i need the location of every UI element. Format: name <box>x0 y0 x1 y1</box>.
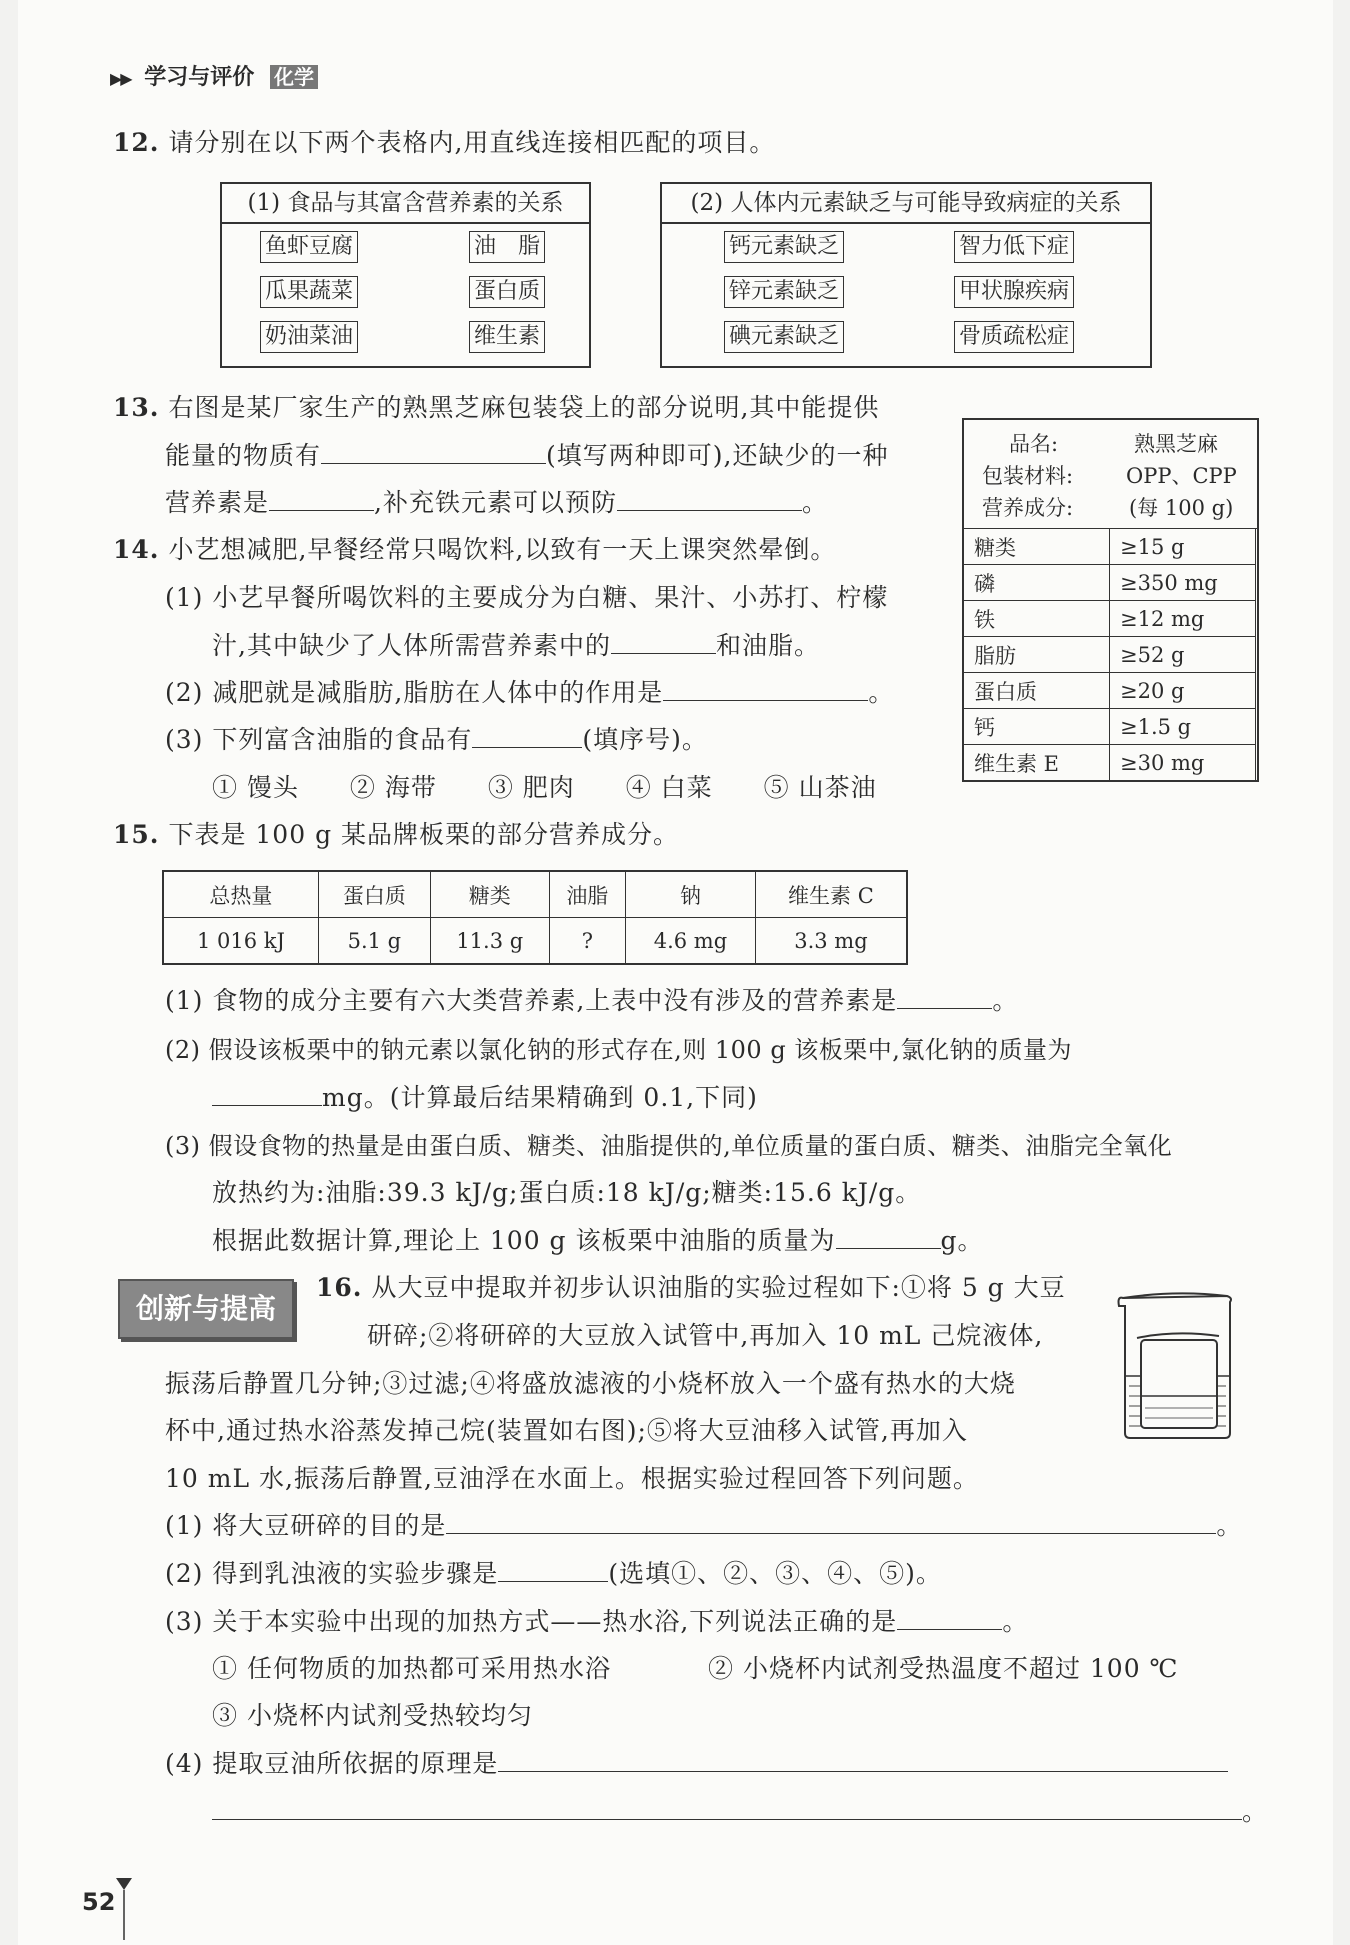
cell: ≥20 g <box>1110 673 1256 709</box>
water-bath-beaker-illustration <box>1115 1288 1240 1443</box>
q16-line2: 研碎;②将研碎的大豆放入试管中,再加入 10 mL 己烷液体, <box>367 1321 1044 1350</box>
chestnut-nutrition-table <box>162 870 908 965</box>
question-text: 下表是 100 g 某品牌板栗的部分营养成分。 <box>168 820 680 849</box>
cell: 蛋白质 <box>964 673 1110 709</box>
q14-part1-line1: (1) 小艺早餐所喝饮料的主要成分为白糖、果汁、小苏打、柠檬 <box>165 583 889 612</box>
match-item[interactable]: 智力低下症 <box>954 231 1074 263</box>
question-14 <box>113 534 836 566</box>
cell: 磷 <box>964 565 1110 601</box>
header-subject: 化学 <box>270 65 318 89</box>
match-item[interactable]: 蛋白质 <box>469 276 545 308</box>
question-number: 12. <box>113 128 160 157</box>
spec-value: OPP、CPP <box>1126 464 1237 488</box>
q16-part3 <box>165 1606 1028 1638</box>
table-row <box>964 565 1256 601</box>
match-box-title: (1) 食品与其富含营养素的关系 <box>222 184 589 224</box>
spec-nutrient-table <box>963 528 1256 781</box>
spec-value: 熟黑芝麻 <box>1134 432 1218 456</box>
answer-blank[interactable] <box>897 986 992 1009</box>
column-header: 油脂 <box>549 871 625 918</box>
text: 。 <box>868 678 895 707</box>
text: (1) 将大豆研碎的目的是 <box>165 1511 447 1540</box>
question-number: 14. <box>113 535 160 564</box>
table-row <box>163 918 907 965</box>
text: (1) 食物的成分主要有六大类营养素,上表中没有涉及的营养素是 <box>165 986 898 1015</box>
text: ,补充铁元素可以预防 <box>374 488 617 517</box>
question-15 <box>113 819 679 851</box>
cell: ≥52 g <box>1110 637 1256 673</box>
option: ② 海带 <box>349 773 437 802</box>
answer-blank[interactable] <box>617 488 802 511</box>
question-12 <box>113 127 775 159</box>
text: (选填①、②、③、④、⑤)。 <box>608 1559 942 1588</box>
answer-blank[interactable] <box>897 1607 1002 1630</box>
text: 。 <box>801 488 828 517</box>
q16-line1 <box>316 1272 1066 1304</box>
answer-blank[interactable] <box>498 1559 608 1582</box>
text: 和油脂。 <box>715 631 820 660</box>
page-marker-icon <box>112 1876 136 1942</box>
q16-option2: ② 小烧杯内试剂受热温度不超过 100 ℃ <box>708 1654 1179 1683</box>
answer-blank[interactable] <box>446 1511 1216 1534</box>
table-row <box>964 709 1256 745</box>
option: ③ 肥肉 <box>487 773 575 802</box>
q14-part1-line2 <box>212 630 820 662</box>
text: (4) 提取豆油所依据的原理是 <box>165 1749 499 1778</box>
cell: 11.3 g <box>430 918 549 965</box>
cell: 脂肪 <box>964 637 1110 673</box>
text: 。 <box>992 986 1019 1015</box>
table-row <box>964 529 1256 565</box>
answer-blank[interactable] <box>611 631 716 654</box>
text: g。 <box>940 1226 984 1255</box>
option: ⑤ 山茶油 <box>763 773 877 802</box>
q16-part2 <box>165 1558 942 1590</box>
answer-blank[interactable] <box>663 678 868 701</box>
page-number: 52 <box>82 1888 116 1916</box>
cell: 维生素 E <box>964 745 1110 781</box>
question-number: 16. <box>316 1273 363 1302</box>
option: ① 馒头 <box>212 773 299 802</box>
text: 能量的物质有 <box>165 441 322 470</box>
question-text: 右图是某厂家生产的熟黑芝麻包装袋上的部分说明,其中能提供 <box>168 393 880 422</box>
match-box-title: (2) 人体内元素缺乏与可能导致病症的关系 <box>662 184 1150 224</box>
text: 根据此数据计算,理论上 100 g 该板栗中油脂的质量为 <box>212 1226 836 1255</box>
cell: 糖类 <box>964 529 1110 565</box>
q16-line3: 振荡后静置几分钟;③过滤;④将盛放滤液的小烧杯放入一个盛有热水的大烧 <box>165 1369 1016 1398</box>
text: (填写两种即可),还缺少的一种 <box>546 441 889 470</box>
table-row <box>964 745 1256 781</box>
answer-blank[interactable] <box>212 1797 1242 1820</box>
answer-blank[interactable] <box>498 1749 1228 1772</box>
question-13-line1 <box>113 392 879 424</box>
question-text: 请分别在以下两个表格内,用直线连接相匹配的项目。 <box>168 128 776 157</box>
spec-label: 品名: <box>1009 432 1059 456</box>
text: 。 <box>1002 1607 1029 1636</box>
match-item[interactable]: 奶油菜油 <box>260 321 358 353</box>
page-header <box>110 60 318 91</box>
package-spec-table <box>962 418 1259 782</box>
spec-label: 营养成分: <box>982 496 1074 520</box>
option: ④ 白菜 <box>625 773 713 802</box>
spec-value: (每 100 g) <box>1129 496 1234 520</box>
text: mg。(计算最后结果精确到 0.1,下同) <box>322 1083 758 1112</box>
table-header-row <box>163 871 907 918</box>
question-13-line2 <box>165 440 888 472</box>
text: (3) 关于本实验中出现的加热方式——热水浴,下列说法正确的是 <box>165 1607 898 1636</box>
column-header: 糖类 <box>430 871 549 918</box>
text: 汁,其中缺少了人体所需营养素中的 <box>212 631 611 660</box>
match-item[interactable]: 碘元素缺乏 <box>724 321 844 353</box>
cell: 3.3 mg <box>755 918 907 965</box>
cell: ≥350 mg <box>1110 565 1256 601</box>
q15-part3-line3 <box>212 1225 984 1257</box>
q15-part2-line2 <box>212 1082 758 1114</box>
table-row <box>964 601 1256 637</box>
column-header: 维生素 C <box>755 871 907 918</box>
q16-option1: ① 任何物质的加热都可采用热水浴 <box>212 1654 611 1683</box>
match-item[interactable]: 甲状腺疾病 <box>954 276 1074 308</box>
q16-option3: ③ 小烧杯内试剂受热较均匀 <box>212 1701 533 1730</box>
question-text: 小艺想减肥,早餐经常只喝饮料,以致有一天上课突然晕倒。 <box>168 535 837 564</box>
question-13-line3 <box>165 487 828 519</box>
q16-part4-line2 <box>212 1796 1268 1828</box>
q14-part3 <box>165 724 708 756</box>
q16-line4: 杯中,通过热水浴蒸发掉己烷(装置如右图);⑤将大豆油移入试管,再加入 <box>165 1416 968 1445</box>
table-row <box>964 637 1256 673</box>
cell: 1 016 kJ <box>163 918 318 965</box>
header-arrows-icon: ▶▶ <box>110 69 131 88</box>
text: 。 <box>1242 1797 1269 1826</box>
column-header: 蛋白质 <box>318 871 430 918</box>
answer-blank[interactable] <box>212 1083 322 1106</box>
cell: ≥30 mg <box>1110 745 1256 781</box>
column-header: 钠 <box>626 871 756 918</box>
text: (2) 得到乳浊液的实验步骤是 <box>165 1559 499 1588</box>
q16-part1 <box>165 1510 1242 1542</box>
cell: 5.1 g <box>318 918 430 965</box>
cell: ≥15 g <box>1110 529 1256 565</box>
cell: ≥1.5 g <box>1110 709 1256 745</box>
text: (2) 减肥就是减脂肪,脂肪在人体中的作用是 <box>165 678 664 707</box>
q14-options <box>212 772 877 804</box>
q15-part3-line1: (3) 假设食物的热量是由蛋白质、糖类、油脂提供的,单位质量的蛋白质、糖类、油脂完全氧化 <box>165 1132 1173 1160</box>
answer-blank[interactable] <box>321 441 546 464</box>
section-badge: 创新与提高 <box>118 1279 294 1339</box>
header-title: 学习与评价 <box>144 65 255 90</box>
table-row <box>964 673 1256 709</box>
match-item[interactable]: 维生素 <box>469 321 545 353</box>
text: 。 <box>1216 1511 1243 1540</box>
answer-blank[interactable] <box>269 488 374 511</box>
text: (填序号)。 <box>582 725 708 754</box>
match-item[interactable]: 油 脂 <box>469 231 545 263</box>
q15-part1 <box>165 985 1018 1017</box>
match-box-elements <box>660 182 1152 368</box>
spec-header <box>964 420 1257 529</box>
q15-part2-line1: (2) 假设该板栗中的钠元素以氯化钠的形式存在,则 100 g 该板栗中,氯化钠的质量为 <box>165 1036 1072 1064</box>
match-item[interactable]: 骨质疏松症 <box>954 321 1074 353</box>
text: (3) 下列富含油脂的食品有 <box>165 725 473 754</box>
question-text: 从大豆中提取并初步认识油脂的实验过程如下:①将 5 g 大豆 <box>371 1273 1066 1302</box>
question-number: 15. <box>113 820 160 849</box>
answer-blank[interactable] <box>472 725 582 748</box>
q14-part2 <box>165 677 894 709</box>
cell: 4.6 mg <box>626 918 756 965</box>
match-box-food <box>220 182 591 368</box>
cell: ≥12 mg <box>1110 601 1256 637</box>
q15-part3-line2: 放热约为:油脂:39.3 kJ/g;蛋白质:18 kJ/g;糖类:15.6 kJ/g。 <box>212 1178 922 1207</box>
column-header: 总热量 <box>163 871 318 918</box>
match-item[interactable]: 鱼虾豆腐 <box>260 231 358 263</box>
match-item[interactable]: 瓜果蔬菜 <box>260 276 358 308</box>
q16-line5: 10 mL 水,振荡后静置,豆油浮在水面上。根据实验过程回答下列问题。 <box>165 1464 979 1493</box>
match-item[interactable]: 锌元素缺乏 <box>724 276 844 308</box>
spec-label: 包装材料: <box>982 464 1074 488</box>
q16-part4 <box>165 1748 1228 1780</box>
text: 营养素是 <box>165 488 270 517</box>
match-item[interactable]: 钙元素缺乏 <box>724 231 844 263</box>
cell: 钙 <box>964 709 1110 745</box>
question-number: 13. <box>113 393 160 422</box>
answer-blank[interactable] <box>836 1226 941 1249</box>
cell: 铁 <box>964 601 1110 637</box>
cell: ? <box>549 918 625 965</box>
